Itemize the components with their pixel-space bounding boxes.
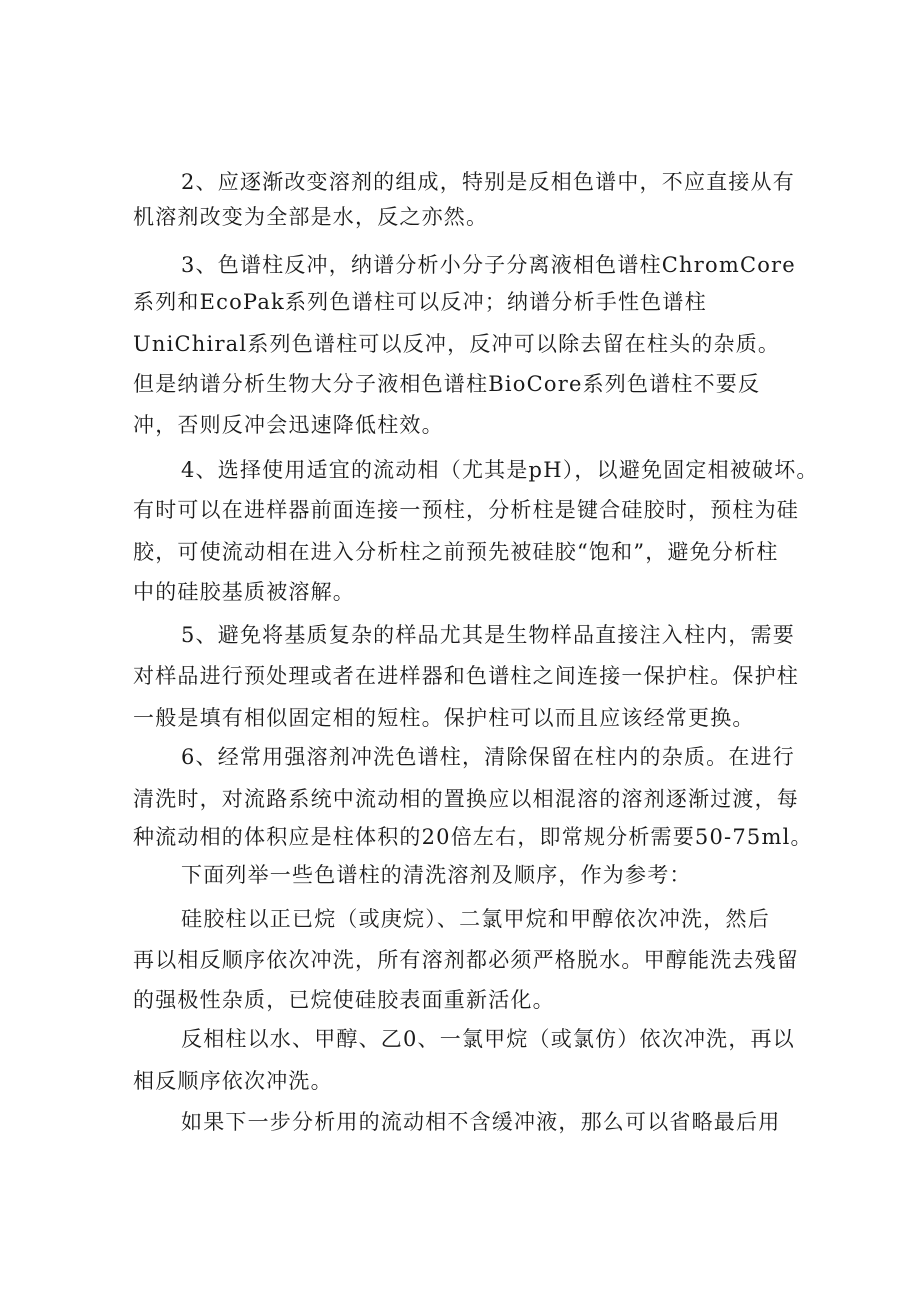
paragraph-7-line-1: 下面列举一些色谱柱的清洗溶剂及顺序，作为参考： [181,863,692,887]
paragraph-2-line-1: 2、应逐渐改变溶剂的组成，特别是反相色谱中，不应直接从有 [181,170,795,194]
paragraph-4-line-4: 中的硅胶基质被溶解。 [133,580,355,604]
paragraph-3-line-2: 系列和EcoPak系列色谱柱可以反冲；纳谱分析手性色谱柱 [133,290,707,314]
paragraph-8-line-2: 再以相反顺序依次冲洗，所有溶剂都必须严格脱水。甲醇能洗去残留 [133,948,799,972]
paragraph-3-line-5: 冲，否则反冲会迅速降低柱效。 [133,413,444,437]
paragraph-3-line-1: 3、色谱柱反冲，纳谱分析小分子分离液相色谱柱ChromCore [181,253,796,277]
paragraph-8-line-1: 硅胶柱以正已烷（或庚烷）、二氯甲烷和甲醇依次冲洗，然后 [181,907,770,931]
paragraph-6-line-2: 清洗时，对流路系统中流动相的置换应以相混溶的溶剂逐渐过渡，每 [133,787,799,811]
paragraph-10-line-1: 如果下一步分析用的流动相不含缓冲液，那么可以省略最后用 [181,1110,781,1134]
paragraph-2-line-2: 机溶剂改变为全部是水，反之亦然。 [133,205,489,229]
paragraph-6-line-1: 6、经常用强溶剂冲洗色谱柱，清除保留在柱内的杂质。在进行 [181,745,795,769]
paragraph-8-line-3: 的强极性杂质，已烷使硅胶表面重新活化。 [133,988,555,1012]
paragraph-3-line-4: 但是纳谱分析生物大分子液相色谱柱BioCore系列色谱柱不要反 [133,372,761,396]
paragraph-9-line-2: 相反顺序依次冲洗。 [133,1069,333,1093]
paragraph-9-line-1: 反相柱以水、甲醇、乙0、一氯甲烷（或氯仿）依次冲洗，再以 [181,1027,795,1051]
paragraph-6-line-3: 种流动相的体积应是柱体积的20倍左右，即常规分析需要50-75ml。 [133,825,813,849]
paragraph-4-line-3: 胶，可使流动相在进入分析柱之前预先被硅胶“饱和”，避免分析柱 [133,540,779,564]
paragraph-5-line-2: 对样品进行预处理或者在进样器和色谱柱之间连接一保护柱。保护柱 [133,664,799,688]
paragraph-4-line-1: 4、选择使用适宜的流动相（尤其是pH），以避免固定相被破坏。 [181,458,819,482]
paragraph-5-line-3: 一般是填有相似固定相的短柱。保护柱可以而且应该经常更换。 [133,706,755,730]
paragraph-3-line-3: UniChiral系列色谱柱可以反冲，反冲可以除去留在柱头的杂质。 [133,332,781,356]
paragraph-5-line-1: 5、避免将基质复杂的样品尤其是生物样品直接注入柱内，需要 [181,623,795,647]
paragraph-4-line-2: 有时可以在进样器前面连接一预柱，分析柱是键合硅胶时，预柱为硅 [133,498,799,522]
